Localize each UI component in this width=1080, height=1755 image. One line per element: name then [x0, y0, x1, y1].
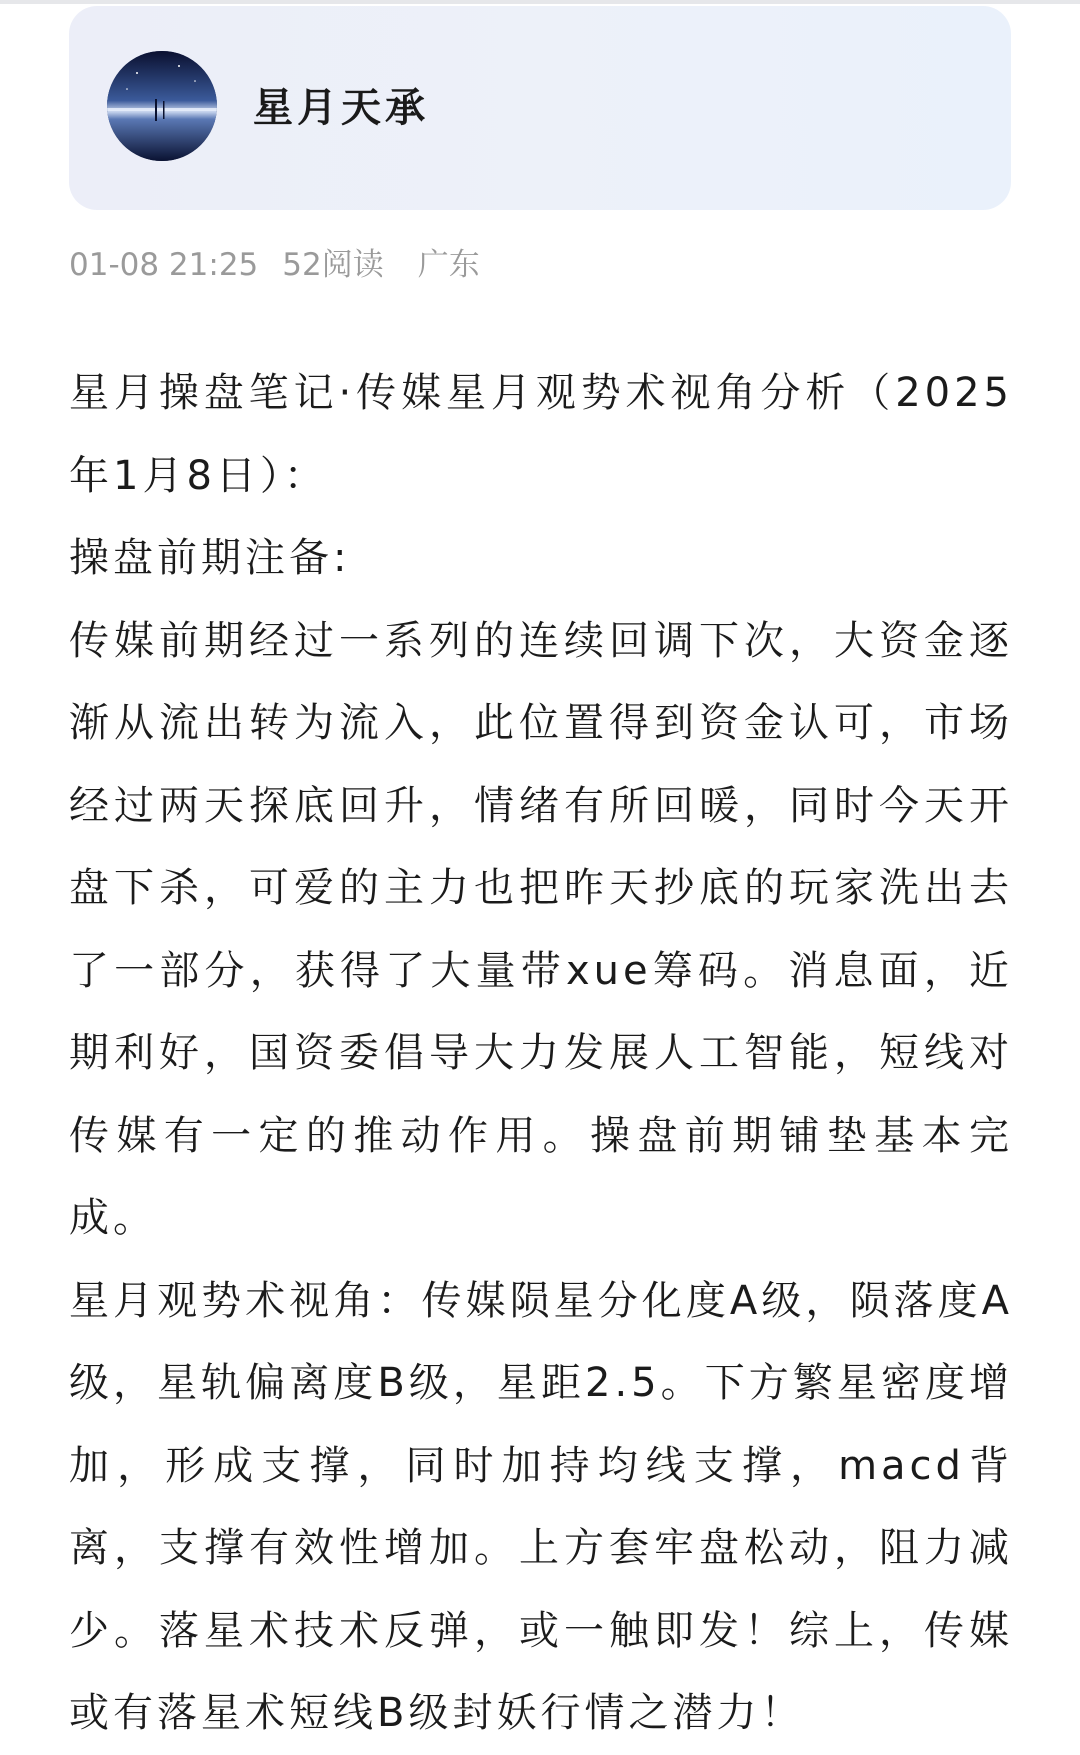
article-section-heading: 操盘前期注备: — [69, 535, 351, 581]
top-divider — [0, 0, 1080, 4]
article-paragraph: 传媒前期经过一系列的连续回调下次，大资金逐渐从流出转为流入，此位置得到资金认可，市场经过两天探底回升，情绪有所回暖，同时今天开盘下杀，可爱的主力也把昨天抄底的玩家洗出去了一部分，获得了大量带xue筹码。消息面，近期利好，国资委倡导大力发展人工智能，短线对传媒有一定的推动作用。操盘前期铺垫基本完成。 — [69, 617, 1013, 1241]
avatar[interactable] — [107, 51, 217, 161]
article-paragraph: 星月观势术视角：传媒陨星分化度A级，陨落度A级，星轨偏离度B级，星距2.5。下方繁星密度增加，形成支撑，同时加持均线支撑，macd背离，支撑有效性增加。上方套牢盘松动，阻力减少。落星术技术反弹，或一触即发！综上，传媒或有落星术短线B级封妖行情之潜力！ — [69, 1277, 1013, 1736]
author-name[interactable]: 星月天承 — [253, 85, 429, 131]
post-location: 广东 — [417, 247, 480, 283]
avatar-night-sky-icon — [107, 51, 217, 161]
article-title: 星月操盘笔记·传媒星月观势术视角分析（2025年1月8日）： — [69, 370, 1013, 499]
post-datetime: 01-08 21:25 — [69, 247, 259, 283]
read-count: 52阅读 — [282, 247, 384, 283]
post-meta — [69, 245, 480, 285]
author-card[interactable] — [69, 6, 1011, 210]
article-body — [69, 352, 1013, 1755]
